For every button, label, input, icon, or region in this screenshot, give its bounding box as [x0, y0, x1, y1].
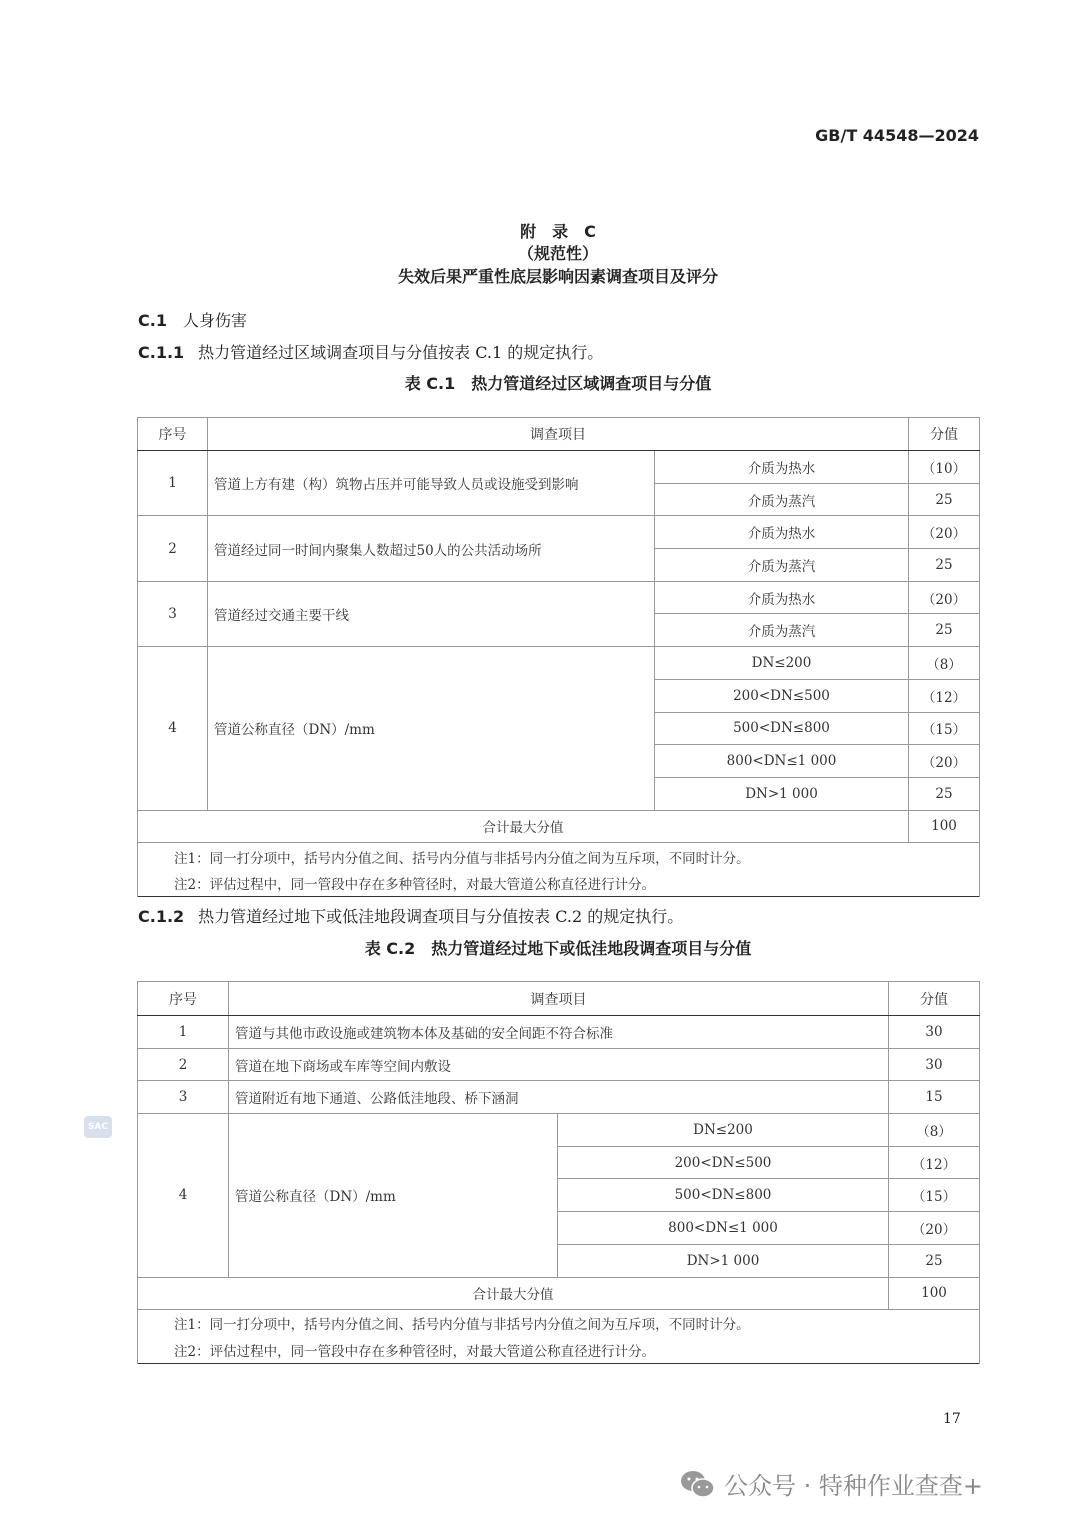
standard-number: GB/T 44548—2024 [815, 126, 979, 145]
header-item: 调查项目 [208, 418, 909, 451]
note-row [138, 870, 980, 897]
clause-c11 [138, 340, 603, 363]
row-number: 4 [138, 1114, 229, 1277]
row-condition: 500<DN≤800 [558, 1179, 889, 1212]
row-condition: 800<DN≤1 000 [655, 745, 909, 778]
row-condition: 200<DN≤500 [655, 679, 909, 712]
row-number: 1 [138, 451, 208, 516]
row-score: （8） [889, 1114, 980, 1147]
clause-number: C.1.1 [138, 343, 185, 362]
watermark [680, 1466, 983, 1501]
table-note: 注1：同一打分项中，括号内分值之间、括号内分值与非括号内分值之间为互斥项，不同时计分。 [138, 843, 980, 870]
row-score: （10） [909, 451, 980, 484]
page-number: 17 [943, 1411, 961, 1427]
watermark-text: 公众号 · 特种作业查查+ [724, 1472, 983, 1500]
row-score: （20） [909, 581, 980, 614]
header-item: 调查项目 [229, 982, 889, 1016]
row-condition: 800<DN≤1 000 [558, 1212, 889, 1245]
row-score: 25 [909, 614, 980, 647]
row-item: 管道附近有地下通道、公路低洼地段、桥下涵洞 [229, 1081, 889, 1114]
row-number: 2 [138, 516, 208, 581]
row-condition: DN>1 000 [655, 777, 909, 810]
table-row [138, 647, 980, 680]
table-c1 [137, 417, 980, 897]
total-row [138, 810, 980, 843]
table-row [138, 516, 980, 549]
row-item: 管道经过同一时间内聚集人数超过50人的公共活动场所 [208, 516, 655, 581]
row-number: 4 [138, 647, 208, 810]
row-score: 30 [889, 1016, 980, 1049]
row-condition: 200<DN≤500 [558, 1146, 889, 1179]
row-score: （20） [889, 1212, 980, 1245]
row-score: 25 [889, 1244, 980, 1277]
appendix-type: （规范性） [517, 244, 598, 263]
note-row [138, 1310, 980, 1337]
total-row [138, 1277, 980, 1310]
row-condition: 介质为蒸汽 [655, 549, 909, 582]
section-heading [138, 308, 247, 331]
table-note: 注1：同一打分项中，括号内分值之间、括号内分值与非括号内分值之间为互斥项，不同时计分。 [138, 1310, 980, 1337]
sac-logo: SAC [84, 1116, 112, 1138]
row-condition: 介质为蒸汽 [655, 483, 909, 516]
row-condition: DN≤200 [655, 647, 909, 680]
total-label: 合计最大分值 [138, 810, 909, 843]
table-note: 注2：评估过程中，同一管段中存在多种管径时，对最大管道公称直径进行计分。 [138, 870, 980, 897]
row-number: 3 [138, 1081, 229, 1114]
row-condition: DN≤200 [558, 1114, 889, 1147]
row-condition: 介质为蒸汽 [655, 614, 909, 647]
row-item: 管道与其他市政设施或建筑物本体及基础的安全间距不符合标准 [229, 1016, 889, 1049]
clause-text: 热力管道经过地下或低洼地段调查项目与分值按表 C.2 的规定执行。 [198, 907, 684, 926]
row-item: 管道在地下商场或车库等空间内敷设 [229, 1048, 889, 1081]
total-label: 合计最大分值 [138, 1277, 889, 1310]
row-score: 25 [909, 549, 980, 582]
row-score: 15 [889, 1081, 980, 1114]
header-score: 分值 [889, 982, 980, 1016]
table-row [138, 1016, 980, 1049]
header-row [138, 418, 980, 451]
table-note: 注2：评估过程中，同一管段中存在多种管径时，对最大管道公称直径进行计分。 [138, 1337, 980, 1364]
table1-caption: 表 C.1 热力管道经过区域调查项目与分值 [404, 374, 712, 393]
row-item: 管道经过交通主要干线 [208, 581, 655, 646]
row-number: 1 [138, 1016, 229, 1049]
section-number: C.1 [138, 311, 167, 330]
header-score: 分值 [909, 418, 980, 451]
header-no: 序号 [138, 418, 208, 451]
note-row [138, 1337, 980, 1364]
total-score: 100 [889, 1277, 980, 1310]
row-score: 25 [909, 483, 980, 516]
row-score: 30 [889, 1048, 980, 1081]
row-score: （20） [909, 516, 980, 549]
clause-text: 热力管道经过区域调查项目与分值按表 C.1 的规定执行。 [198, 343, 604, 362]
table-row [138, 451, 980, 484]
row-number: 2 [138, 1048, 229, 1081]
table2-caption: 表 C.2 热力管道经过地下或低洼地段调查项目与分值 [364, 939, 752, 958]
row-item: 管道公称直径（DN）/mm [208, 647, 655, 810]
table-row [138, 1114, 980, 1147]
row-score: （12） [889, 1146, 980, 1179]
table-c2 [137, 981, 980, 1364]
header-row [138, 982, 980, 1016]
row-condition: 介质为热水 [655, 451, 909, 484]
row-score: 25 [909, 777, 980, 810]
row-item: 管道上方有建（构）筑物占压并可能导致人员或设施受到影响 [208, 451, 655, 516]
wechat-icon [680, 1469, 716, 1499]
table-row [138, 581, 980, 614]
table-row [138, 1081, 980, 1114]
appendix-subtitle: 失效后果严重性底层影响因素调查项目及评分 [397, 267, 718, 286]
row-condition: 介质为热水 [655, 516, 909, 549]
row-condition: 介质为热水 [655, 581, 909, 614]
row-score: （20） [909, 745, 980, 778]
total-score: 100 [909, 810, 980, 843]
row-score: （8） [909, 647, 980, 680]
row-score: （12） [909, 679, 980, 712]
row-condition: 500<DN≤800 [655, 712, 909, 745]
row-number: 3 [138, 581, 208, 646]
note-row [138, 843, 980, 870]
row-condition: DN>1 000 [558, 1244, 889, 1277]
row-item: 管道公称直径（DN）/mm [229, 1114, 558, 1277]
row-score: （15） [889, 1179, 980, 1212]
row-score: （15） [909, 712, 980, 745]
section-title: 人身伤害 [182, 311, 247, 330]
header-no: 序号 [138, 982, 229, 1016]
appendix-title: 附 录 C [520, 222, 596, 241]
clause-number: C.1.2 [138, 907, 185, 926]
clause-c12 [138, 904, 683, 927]
table-row [138, 1048, 980, 1081]
